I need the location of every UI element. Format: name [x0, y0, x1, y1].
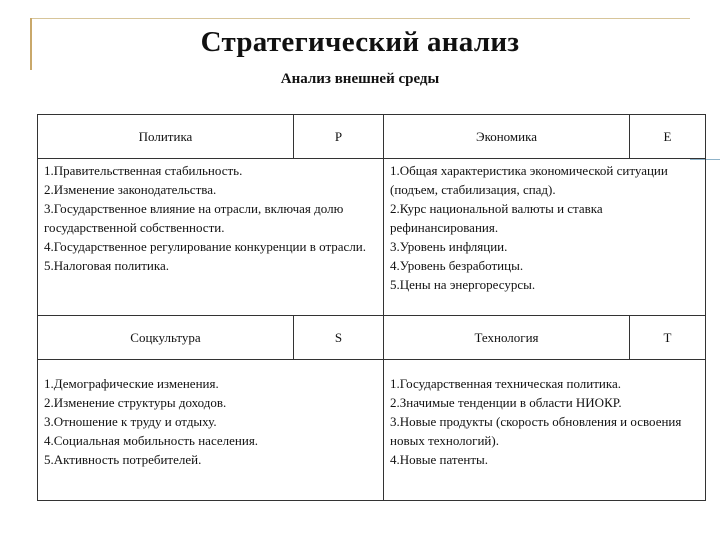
socioculture-symbol: S	[294, 316, 384, 360]
technology-symbol: T	[630, 316, 706, 360]
politics-factors	[38, 159, 384, 316]
economy-symbol: E	[630, 115, 706, 159]
technology-factors	[384, 360, 706, 501]
decor-top-line	[30, 18, 690, 19]
socioculture-factors	[38, 360, 384, 501]
body-row-bottom	[38, 360, 706, 501]
header-row-top	[38, 115, 706, 159]
page-subtitle: Анализ внешней среды	[280, 71, 440, 87]
list-item: 1.Государственная техническая политика.	[390, 376, 622, 391]
list-item: 1.Общая характеристика экономической ситуации (подъем, стабилизация, спад).	[390, 163, 668, 197]
list-item: 3.Отношение к труду и отдыху.	[44, 414, 217, 429]
list-item: 4.Социальная мобильность населения.	[44, 433, 259, 448]
list-item: 1.Правительственная стабильность.	[44, 163, 243, 178]
list-item: 2.Изменение законодательства.	[44, 182, 217, 197]
list-item: 2.Изменение структуры доходов.	[44, 395, 227, 410]
list-item: 2.Значимые тенденции в области НИОКР.	[390, 395, 622, 410]
list-item: 3.Уровень инфляции.	[390, 239, 508, 254]
header-row-bottom	[38, 316, 706, 360]
economy-factors	[384, 159, 706, 316]
list-item: 3.Государственное влияние на отрасли, включая долю государственной собственности.	[44, 201, 344, 235]
list-item: 5.Налоговая политика.	[44, 258, 169, 273]
list-item: 2.Курс национальной валюты и ставка рефинансирования.	[390, 201, 603, 235]
economy-header: Экономика	[384, 115, 630, 159]
pest-table	[37, 114, 706, 501]
socioculture-header: Соцкультура	[38, 316, 294, 360]
list-item: 4.Уровень безработицы.	[390, 258, 524, 273]
list-item: 1.Демографические изменения.	[44, 376, 219, 391]
list-item: 5.Цены на энергоресурсы.	[390, 277, 536, 292]
page-title: Стратегический анализ	[200, 26, 520, 58]
politics-header: Политика	[38, 115, 294, 159]
list-item: 5.Активность потребителей.	[44, 452, 202, 467]
list-item: 4.Государственное регулирование конкуренции в отрасли.	[44, 239, 367, 254]
body-row-top	[38, 159, 706, 316]
technology-header: Технология	[384, 316, 630, 360]
politics-symbol: P	[294, 115, 384, 159]
list-item: 4.Новые патенты.	[390, 452, 488, 467]
list-item: 3.Новые продукты (скорость обновления и освоения новых технологий).	[390, 414, 682, 448]
